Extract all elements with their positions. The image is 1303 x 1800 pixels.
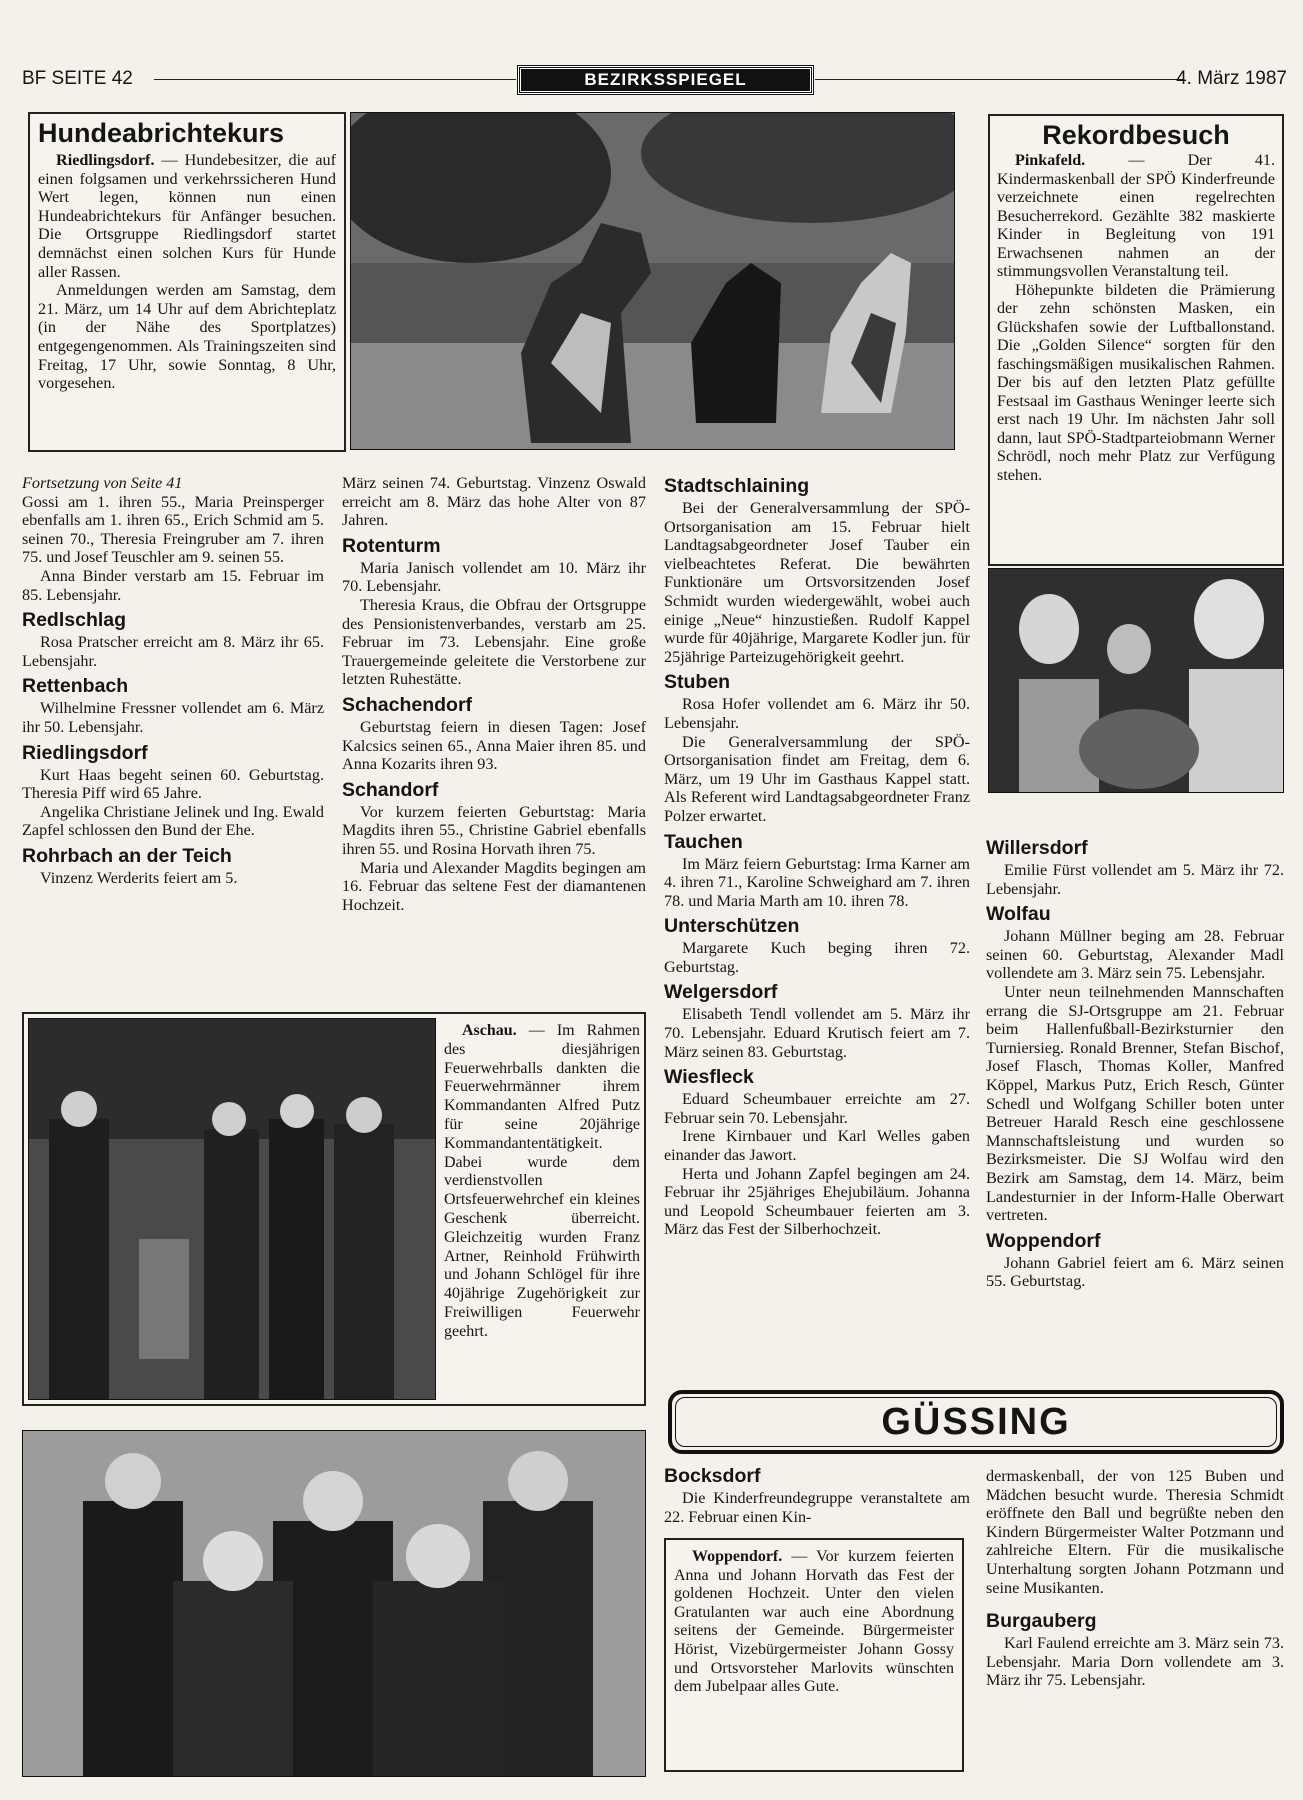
paragraph: Bei der Generalversammlung der SPÖ-Ortsorganisation am 15. Februar hielt Landtagsabgeordneter Josef Tauber ein vielbeachtetes Referat. Die bewährten Funktionäre um Ortsvorsitzenden Josef Schmidt wurden wiedergewählt, wobei auch einige „Neue“ hinzustießen. Rudolf Kappel wurde für 40jährige, Margarete Kodler jun. für 25jährige Parteizugehörigkeit geehrt. bbox=[664, 499, 970, 666]
paragraph: Johann Müllner beging am 28. Februar seinen 60. Geburtstag, Alexander Madl vollendete am 3. März sein 75. Lebensjahr. bbox=[986, 927, 1284, 983]
article-lead: Aschau. bbox=[462, 1022, 517, 1039]
paragraph: Rosa Pratscher erreicht am 8. März ihr 65. Lebensjahr. bbox=[22, 633, 324, 670]
article-text: — Der 41. Kindermaskenball der SPÖ Kinderfreunde verzeichnete einen regelrechten Besucherrekord. Gezählte 382 maskierte Kinder in Begleitung von 191 Erwachsenen nahmen an der stimmungsvollen Veranstaltung teil. bbox=[997, 152, 1275, 280]
paragraph: Geburtstag feiern in diesen Tagen: Josef Kalcsics seinen 65., Anna Maier ihren 85. und Anna Kozarits ihren 93. bbox=[342, 717, 646, 774]
article-lead: Pinkafeld. bbox=[1015, 152, 1086, 169]
paragraph: Die Generalversammlung der SPÖ-Ortsorganisation findet am Freitag, dem 6. März, um 19 Uhr im Gasthaus Kappel statt. Als Referent wird Landtagsabgeordneter Franz Polzer erwartet. bbox=[664, 732, 970, 825]
paragraph: Karl Faulend erreichte am 3. März sein 73. Lebensjahr. Maria Dorn vollendete am 3. März ihr 75. Lebensjahr. bbox=[986, 1634, 1284, 1690]
kindermaskenball-photo bbox=[988, 568, 1284, 793]
article-text: — Im Rahmen des diesjährigen Feuerwehrballs dankten die Feuerwehrmänner ihrem Kommandanten Alfred Putz für seine 20jährige Kommandantentätigkeit. Dabei wurde dem verdienstvollen Ortsfeuerwehrchef ein kleines Geschenk überreicht. Gleichzeitig wurden Franz Artner, Reinhold Frühwirth und Johann Schlögel für ihre 40jährige Zugehörigkeit zur Freiwilligen Feuerwehr geehrt. bbox=[444, 1022, 640, 1340]
locality-heading: Stuben bbox=[664, 671, 731, 694]
paragraph: Wilhelmine Fressner vollendet am 6. März ihr 50. Lebensjahr. bbox=[22, 699, 324, 736]
locality-heading: Wiesfleck bbox=[664, 1066, 754, 1089]
locality-heading: Schachendorf bbox=[342, 693, 473, 716]
paragraph: Gossi am 1. ihren 55., Maria Preinsperger ebenfalls am 1. ihren 65., Erich Schmid am 5. seinen 70., Theresia Freingruber am 7. ihren 75. und Josef Teuschler am 9. seinen 55. bbox=[22, 492, 324, 567]
paragraph: Rosa Hofer vollendet am 6. März ihr 50. Lebensjahr. bbox=[664, 695, 970, 732]
article-lead: Riedlingsdorf. bbox=[56, 151, 155, 169]
article-title: Hundeabrichtekurs bbox=[38, 118, 285, 148]
paragraph: Emilie Fürst vollendet am 5. März ihr 72. Lebensjahr. bbox=[986, 861, 1284, 898]
goldene-hochzeit-photo-image bbox=[23, 1431, 646, 1777]
locality-heading: Redlschlag bbox=[22, 609, 127, 632]
paragraph: Kurt Haas begeht seinen 60. Geburtstag. Theresia Piff wird 65 Jahre. bbox=[22, 765, 324, 803]
issue-date: 4. März 1987 bbox=[1176, 68, 1287, 89]
header-rule-left bbox=[154, 79, 516, 80]
locality-heading: Tauchen bbox=[664, 830, 743, 853]
locality-heading: Woppendorf bbox=[986, 1229, 1101, 1252]
continuation-note: Fortsetzung von Seite 41 bbox=[22, 474, 183, 492]
paragraph: Maria Janisch vollendet am 10. März ihr 70. Lebensjahr. bbox=[342, 558, 646, 596]
dogs-photo bbox=[350, 112, 955, 450]
column-2 bbox=[342, 474, 646, 914]
column-1 bbox=[22, 474, 324, 888]
locality-heading: Burgauberg bbox=[986, 1610, 1097, 1633]
paragraph: Vinzenz Werderits feiert am 5. bbox=[40, 868, 238, 887]
goldene-hochzeit-photo bbox=[22, 1430, 646, 1777]
locality-heading: Rettenbach bbox=[22, 675, 129, 698]
article-text: Höhepunkte bildeten die Prämierung der zehn schönsten Masken, ein Glückshafen sowie der Luftballonstand. Die „Golden Silence“ sorgten für den faschingsmäßigen musikalischen Rahmen. Der bis auf den letzten Platz gefüllte Festsaal im Gasthaus Weninger leerte sich erst nach 19 Uhr. Im nächsten Jahr soll dann, laut SPÖ-Stadtparteiobmann Werner Schrödl, noch mehr Platz zur Verfügung stehen. bbox=[997, 281, 1275, 484]
paragraph: Theresia Kraus, die Obfrau der Ortsgruppe des Pensionistenverbandes, verstarb am 25. Februar im 73. Lebensjahr. Eine große Trauergemeinde geleitete die Verstorbene zur letzten Ruhestätte. bbox=[342, 595, 646, 689]
page-header bbox=[22, 66, 1287, 96]
page-number: BF SEITE 42 bbox=[22, 68, 133, 89]
article-text: Anmeldungen werden am Samstag, dem 21. März, um 14 Uhr auf dem Abrichteplatz (in der Nähe des Sportplatzes) entgegengenommen. Als Trainingszeiten sind Freitag, 17 Uhr, sowie Sonntag, 8 Uhr, vorgesehen. bbox=[38, 281, 336, 393]
paragraph: Anna Binder verstarb am 15. Februar im 85. Lebensjahr. bbox=[22, 566, 324, 604]
paragraph: März seinen 74. Geburtstag. Vinzenz Oswald erreicht am 8. März das hohe Alter von 87 Jahren. bbox=[342, 474, 646, 530]
column-3 bbox=[664, 474, 970, 1239]
column-4 bbox=[986, 836, 1284, 1291]
article-lead: Woppendorf. bbox=[692, 1548, 783, 1565]
section-title: BEZIRKSSPIEGEL bbox=[518, 66, 813, 94]
paragraph: Elisabeth Tendl vollendet am 5. März ihr 70. Lebensjahr. Eduard Krutisch feiert am 7. März seinen 83. Geburtstag. bbox=[664, 1005, 970, 1061]
header-rule-right bbox=[815, 79, 1183, 80]
guessing-section-banner: GÜSSING bbox=[668, 1390, 1284, 1454]
locality-heading: Schandorf bbox=[342, 778, 439, 801]
paragraph: Vor kurzem feierten Geburtstag: Maria Magdits ihren 55., Christine Gabriel ebenfalls ihren 55. und Rosina Horvath ihren 75. bbox=[342, 802, 646, 858]
locality-heading: Rohrbach an der Teich bbox=[22, 844, 232, 867]
paragraph: Die Kinderfreundegruppe veranstaltete am 22. Februar einen Kin- bbox=[664, 1489, 970, 1526]
paragraph: Unter neun teilnehmenden Mannschaften errang die SJ-Ortsgruppe am 21. Februar beim Hallenfußball-Bezirksturnier den Turniersieg. Ronald Brenner, Stefan Bischof, Josef Flasch, Thomas Koller, Manfred Köppel, Markus Putz, Erich Resch, Günter Schedl und Wolfgang Schiller boten unter Betreuer Harald Resch eine geschlossene Mannschaftsleistung und wurden so Bezirksmeister. Die SJ Wolfau wird den Bezirk am Samstag, dem 14. März, beim Landesturnier in der Inform-Halle Oberwart vertreten. bbox=[986, 982, 1284, 1225]
rekordbesuch-article bbox=[988, 114, 1284, 566]
article-text: — Hundebesitzer, die auf einen folgsamen und verkehrssicheren Hund Wert legen, können nun einen Hundeabrichtekurs für Anfänger besuchen. Die Ortsgruppe Riedlingsdorf startet demnächst einen solchen Kurs für Hunde aller Rassen. bbox=[38, 151, 336, 281]
feuerwehr-photo-image bbox=[29, 1019, 436, 1400]
paragraph: Im März feiern Geburtstag: Irma Karner am 4. ihren 71., Karoline Schweighard am 7. ihren 78. und Maria Marth am 10. ihren 78. bbox=[664, 854, 970, 910]
paragraph: Irene Kirnbauer und Karl Welles gaben einander das Jawort. bbox=[664, 1127, 970, 1165]
hundeabrichtekurs-article bbox=[28, 112, 346, 452]
paragraph: Johann Gabriel feiert am 6. März seinen 55. Geburtstag. bbox=[986, 1253, 1284, 1291]
feuerwehr-photo bbox=[28, 1018, 436, 1400]
locality-heading: Welgersdorf bbox=[664, 981, 778, 1004]
paragraph: Eduard Scheumbauer erreichte am 27. Februar sein 70. Lebensjahr. bbox=[664, 1090, 970, 1127]
article-title: Rekordbesuch bbox=[1042, 120, 1230, 150]
locality-heading: Stadtschlaining bbox=[664, 475, 810, 497]
locality-heading: Bocksdorf bbox=[664, 1465, 761, 1487]
paragraph: Herta und Johann Zapfel begingen am 24. Februar ihr 25jähriges Ehejubiläum. Johanna und Leopold Scheumbauer feierten am 3. März das Fest der Silberhochzeit. bbox=[664, 1164, 970, 1239]
locality-heading: Rotenturm bbox=[342, 534, 441, 557]
paragraph: Angelika Christiane Jelinek und Ing. Ewald Zapfel schlossen den Bund der Ehe. bbox=[22, 802, 324, 840]
paragraph: Maria und Alexander Magdits begingen am 16. Februar das seltene Fest der diamantenen Hochzeit. bbox=[342, 858, 646, 914]
paragraph: dermaskenball, der von 125 Buben und Mädchen besucht wurde. Theresia Schmidt eröffnete den Ball und begrüßte neben den Kindern Bürgermeister Walter Potzmann und zahlreiche Eltern. Für die musikalische Unterhaltung sorgten Johann Potzmann und seine Musikanten. bbox=[986, 1467, 1284, 1597]
locality-heading: Unterschützen bbox=[664, 915, 800, 938]
bocksdorf-article bbox=[664, 1464, 970, 1526]
kindermaskenball-photo-image bbox=[989, 569, 1284, 793]
locality-heading: Wolfau bbox=[986, 903, 1051, 926]
locality-heading: Willersdorf bbox=[986, 837, 1088, 859]
article-text: — Vor kurzem feierten Anna und Johann Horvath das Fest der goldenen Hochzeit. Unter den vielen Gratulanten war auch eine Abordnung seitens der Gemeinde. Bürgermeister Hörist, Vizebürgermeister Johann Gossy und Ortsvorsteher Marlovits wünschten dem Jubelpaar alles Gute. bbox=[674, 1548, 954, 1696]
column-4-bottom bbox=[986, 1467, 1284, 1690]
aschau-feature bbox=[22, 1012, 646, 1406]
aschau-caption bbox=[444, 1022, 640, 1342]
paragraph: Margarete Kuch beging ihren 72. Geburtstag. bbox=[664, 939, 970, 976]
woppendorf-caption-box bbox=[664, 1538, 964, 1772]
locality-heading: Riedlingsdorf bbox=[22, 741, 148, 764]
dogs-photo-image bbox=[351, 113, 955, 450]
